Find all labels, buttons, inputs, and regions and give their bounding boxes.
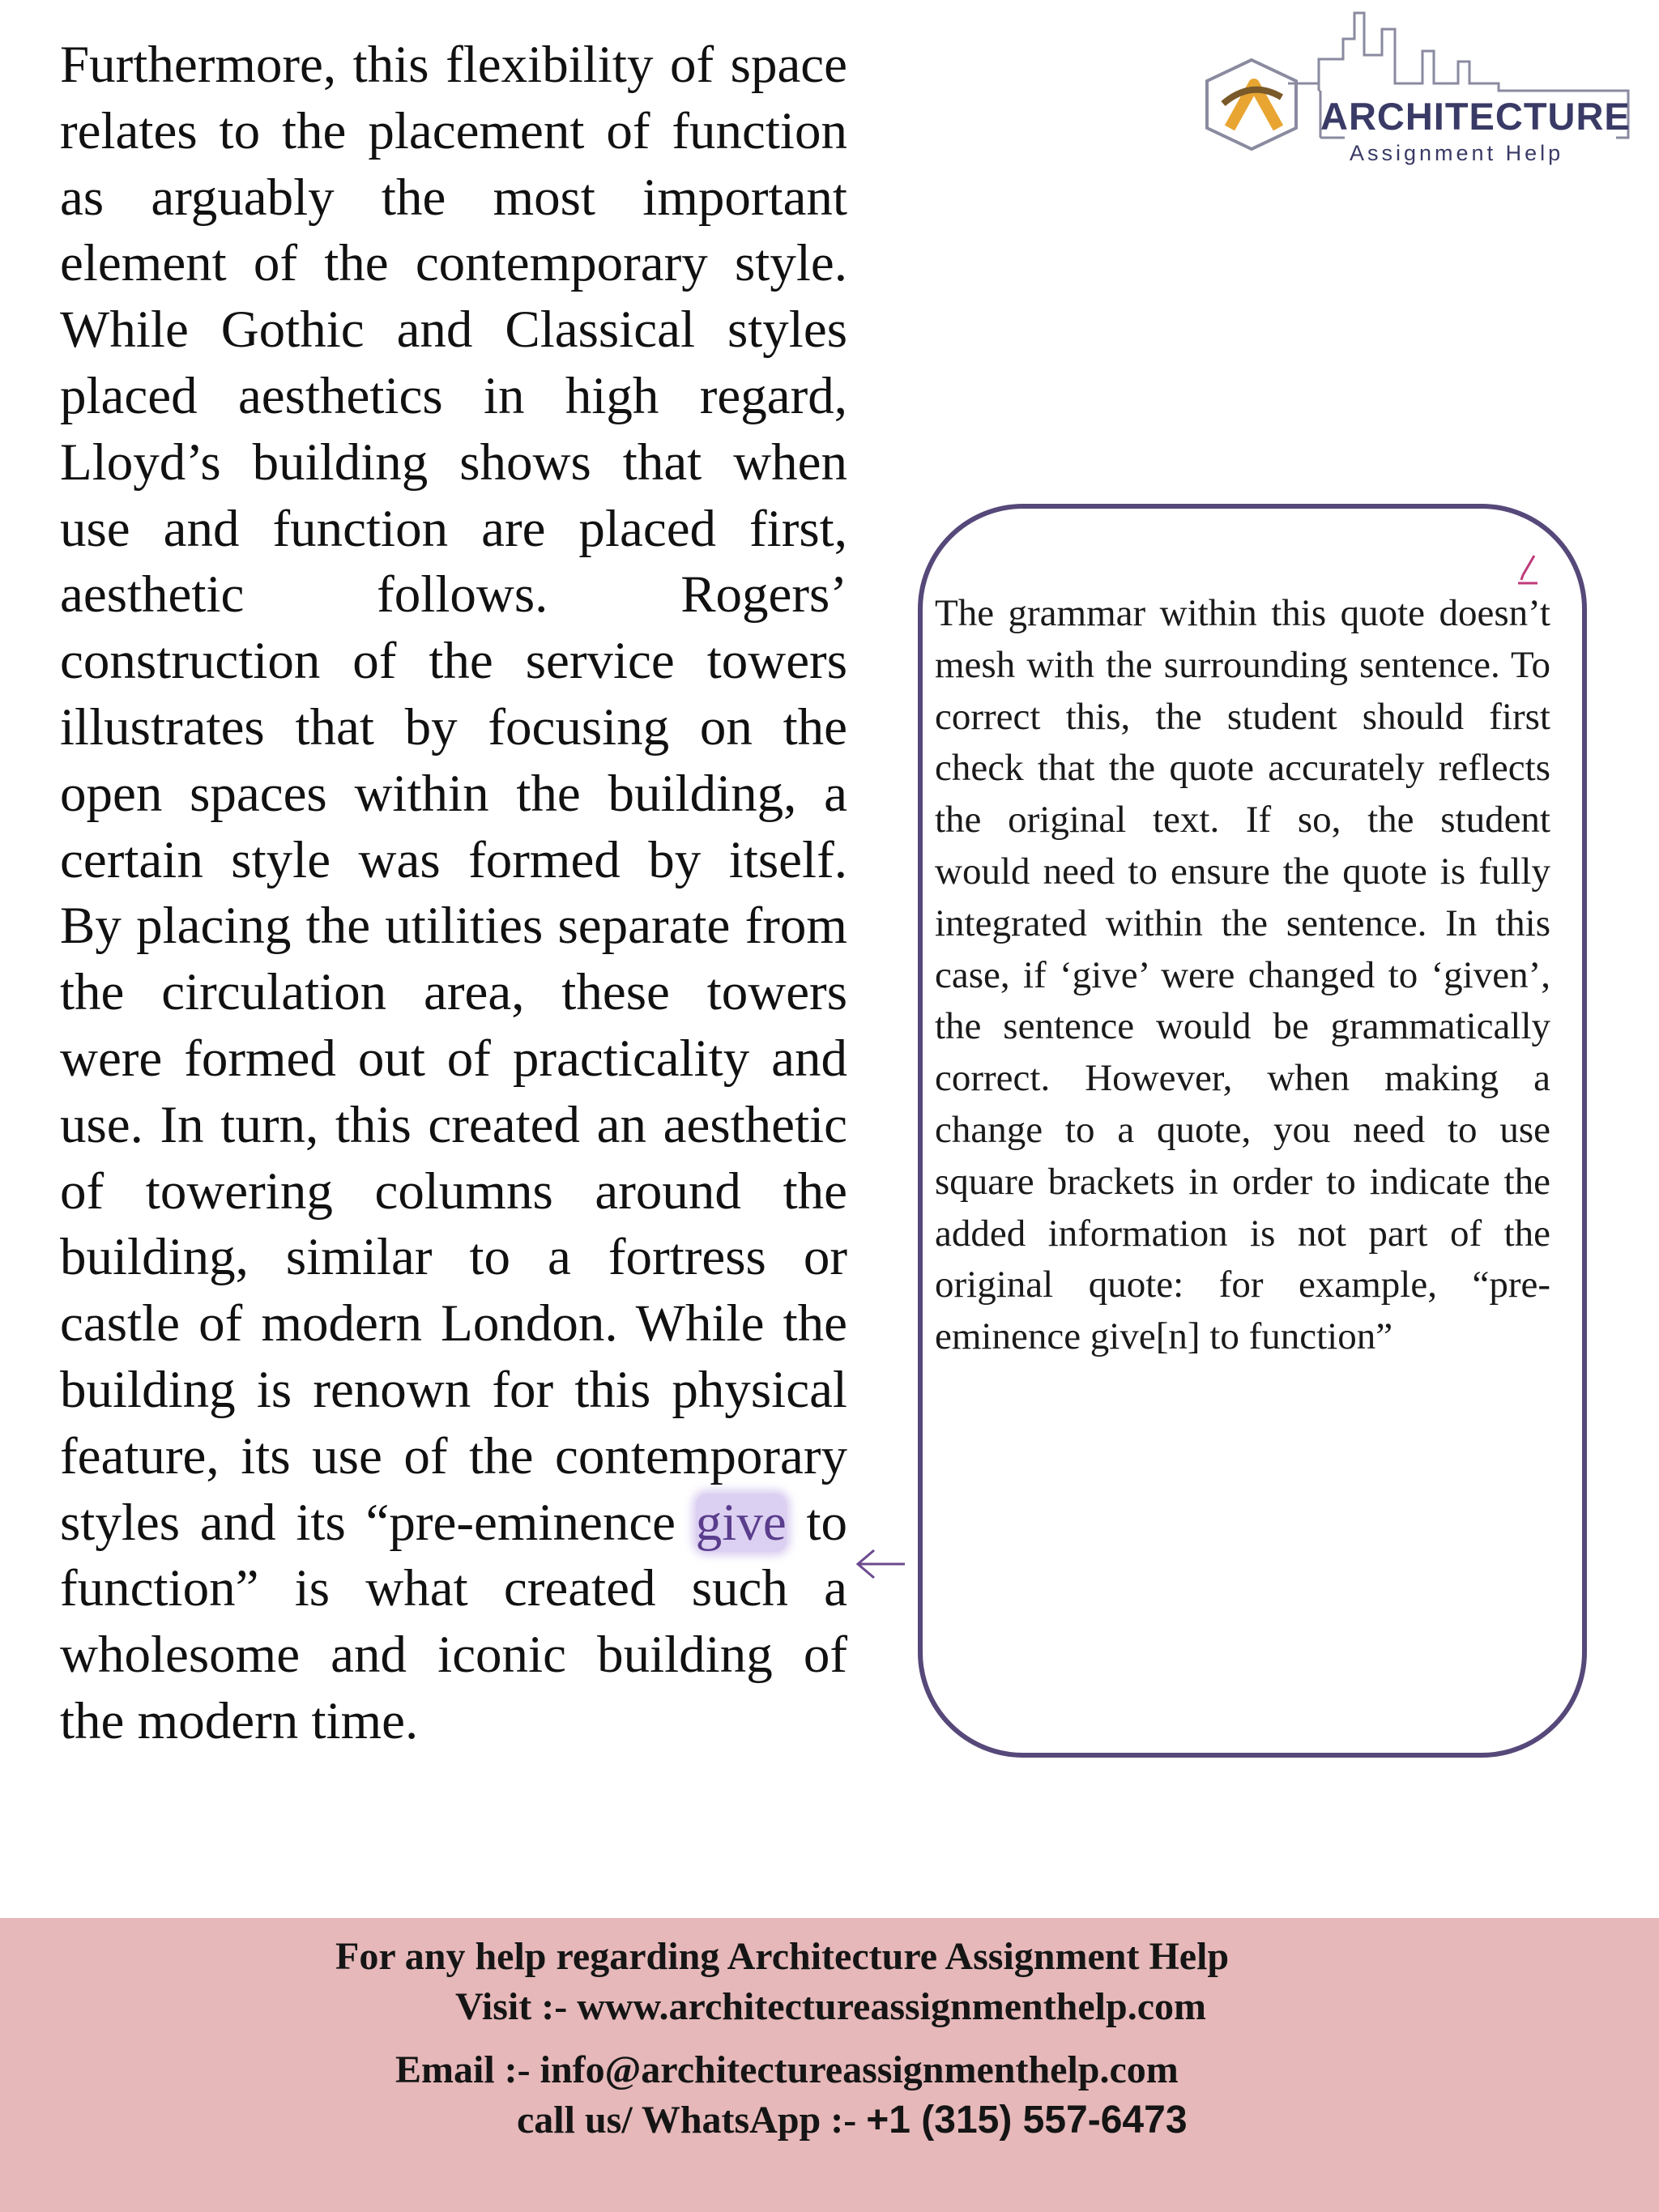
essay-paragraph — [60, 32, 847, 1755]
architecture-assignment-help-logo — [1191, 6, 1644, 193]
arrow-left-icon — [853, 1545, 906, 1587]
comment-text: The grammar within this quote doesn’t mesh with the surrounding sentence. To correct this, the student should first check that the quote accurately reflects the original text. If so, the student would need to ensure the quote is fully integrated within the sentence. In this case, if ‘give’ were changed to ‘given’, the sentence would be grammatically correct. However, when making a change to a quote, you need to use square brackets in order to indicate the added information is not part of the original quote: for example, “pre-eminence give[n] to function” — [935, 592, 1550, 1358]
highlighted-word[interactable]: give — [695, 1493, 787, 1552]
footer-email[interactable]: Email :- info@architectureassignmenthelp.com — [395, 2048, 1179, 2091]
footer-phone — [517, 2098, 1188, 2142]
pencil-icon[interactable] — [1516, 551, 1541, 590]
footer-phone-number[interactable]: +1 (315) 557-6473 — [866, 2099, 1188, 2142]
footer-help-text: For any help regarding Architecture Assignment Help — [335, 1935, 1230, 1978]
logo-tagline: Assignment Help — [1350, 141, 1564, 165]
logo-name: ARCHITECTURE — [1320, 95, 1631, 138]
footer-website[interactable]: Visit :- www.architectureassignmenthelp.com — [455, 1985, 1206, 2028]
essay-text-after: to function” is what created such a wholesome and iconic building of the modern time. — [60, 1493, 847, 1750]
essay-text-before: Furthermore, this flexibility of space relates to the placement of function as arguably the most important element of the contemporary style. While Gothic and Classical styles placed aesthetics in high regard, Lloyd’s building shows that when use and function are placed first, aesthetic follows. Rogers’ construction of the service towers illustrates that by focusing on the open spaces within the building, a certain style was formed by itself. By placing the utilities separate from the circulation area, these towers were formed out of practicality and use. In turn, this created an aesthetic of towering columns around the building, similar to a fortress or castle of modern London. While the building is renown for this physical feature, its use of the contemporary styles and its “pre-eminence — [60, 36, 847, 1552]
footer-phone-label: call us/ WhatsApp :- — [517, 2099, 867, 2142]
